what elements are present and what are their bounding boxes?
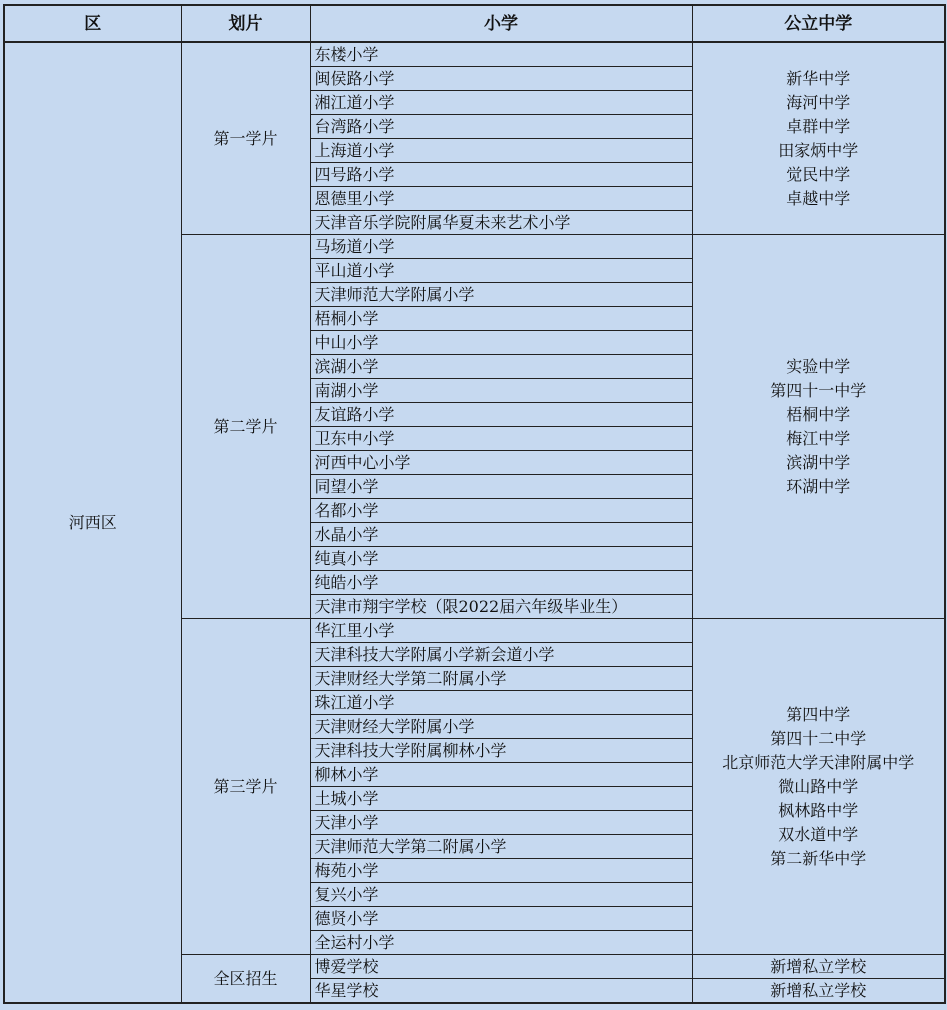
primary-school-cell: 南湖小学 (310, 379, 692, 403)
primary-school-cell: 上海道小学 (310, 139, 692, 163)
middle-schools-cell (692, 235, 945, 619)
middle-school-item: 第四十一中学 (770, 380, 867, 400)
primary-school-cell: 滨湖小学 (310, 355, 692, 379)
zone-name-cell: 第三学片 (181, 619, 310, 955)
primary-school-cell: 梅苑小学 (310, 859, 692, 883)
primary-school-cell: 纯皓小学 (310, 571, 692, 595)
primary-school-cell: 台湾路小学 (310, 115, 692, 139)
primary-school-cell: 华江里小学 (310, 619, 692, 643)
middle-school-item: 环湖中学 (786, 476, 851, 496)
middle-school-item: 新华中学 (786, 69, 851, 88)
table-body (4, 42, 945, 1003)
primary-school-cell: 天津财经大学附属小学 (310, 715, 692, 739)
header-primary: 小学 (310, 5, 692, 42)
primary-school-cell: 平山道小学 (310, 259, 692, 283)
middle-school-item: 梧桐中学 (786, 404, 851, 424)
primary-school-cell: 德贤小学 (310, 907, 692, 931)
primary-school-cell: 水晶小学 (310, 523, 692, 547)
school-zoning-table (3, 4, 946, 1004)
primary-school-cell: 天津师范大学第二附属小学 (310, 835, 692, 859)
primary-school-cell: 同望小学 (310, 475, 692, 499)
primary-school-cell: 东楼小学 (310, 42, 692, 67)
header-row (4, 5, 945, 42)
zone-name-cell: 全区招生 (181, 955, 310, 1004)
district-cell: 河西区 (4, 42, 181, 1003)
middle-school-item: 枫林路中学 (778, 800, 859, 820)
middle-schools-cell (692, 619, 945, 955)
middle-school-item: 田家炳中学 (778, 141, 859, 160)
primary-school-cell: 天津市翔宇学校（限2022届六年级毕业生） (310, 595, 692, 619)
middle-school-item: 卓群中学 (786, 117, 851, 136)
primary-school-cell: 河西中心小学 (310, 451, 692, 475)
middle-school-item: 第四中学 (786, 704, 851, 724)
header-zone: 划片 (181, 5, 310, 42)
primary-school-cell: 纯真小学 (310, 547, 692, 571)
middle-school-cell: 新增私立学校 (692, 955, 945, 979)
primary-school-cell: 天津科技大学附属小学新会道小学 (310, 643, 692, 667)
primary-school-cell: 华星学校 (310, 979, 692, 1004)
primary-school-cell: 梧桐小学 (310, 307, 692, 331)
middle-school-item: 海河中学 (786, 93, 851, 112)
primary-school-cell: 中山小学 (310, 331, 692, 355)
middle-school-item: 第二新华中学 (770, 848, 867, 868)
middle-school-item: 梅江中学 (786, 428, 851, 448)
primary-school-cell: 天津小学 (310, 811, 692, 835)
middle-school-item: 第四十二中学 (770, 728, 867, 748)
primary-school-cell: 珠江道小学 (310, 691, 692, 715)
zone-name-cell: 第二学片 (181, 235, 310, 619)
middle-school-item: 滨湖中学 (786, 452, 851, 472)
primary-school-cell: 闽侯路小学 (310, 67, 692, 91)
table-row (4, 42, 945, 67)
primary-school-cell: 卫东中小学 (310, 427, 692, 451)
middle-school-item: 卓越中学 (786, 189, 851, 208)
middle-school-item: 双水道中学 (778, 824, 859, 844)
header-middle: 公立中学 (692, 5, 945, 42)
primary-school-cell: 恩德里小学 (310, 187, 692, 211)
middle-school-item: 北京师范大学天津附属中学 (722, 752, 915, 772)
primary-school-cell: 复兴小学 (310, 883, 692, 907)
primary-school-cell: 天津师范大学附属小学 (310, 283, 692, 307)
primary-school-cell: 友谊路小学 (310, 403, 692, 427)
primary-school-cell: 天津财经大学第二附属小学 (310, 667, 692, 691)
primary-school-cell: 全运村小学 (310, 931, 692, 955)
primary-school-cell: 马场道小学 (310, 235, 692, 259)
primary-school-cell: 湘江道小学 (310, 91, 692, 115)
primary-school-cell: 柳林小学 (310, 763, 692, 787)
middle-school-item: 微山路中学 (778, 776, 859, 796)
middle-school-cell: 新增私立学校 (692, 979, 945, 1004)
primary-school-cell: 名都小学 (310, 499, 692, 523)
header-district: 区 (4, 5, 181, 42)
primary-school-cell: 天津科技大学附属柳林小学 (310, 739, 692, 763)
primary-school-cell: 四号路小学 (310, 163, 692, 187)
middle-schools-cell (692, 42, 945, 235)
middle-school-item: 实验中学 (786, 356, 851, 376)
primary-school-cell: 土城小学 (310, 787, 692, 811)
primary-school-cell: 天津音乐学院附属华夏未来艺术小学 (310, 211, 692, 235)
zone-name-cell: 第一学片 (181, 42, 310, 235)
primary-school-cell: 博爱学校 (310, 955, 692, 979)
middle-school-item: 觉民中学 (786, 165, 851, 184)
